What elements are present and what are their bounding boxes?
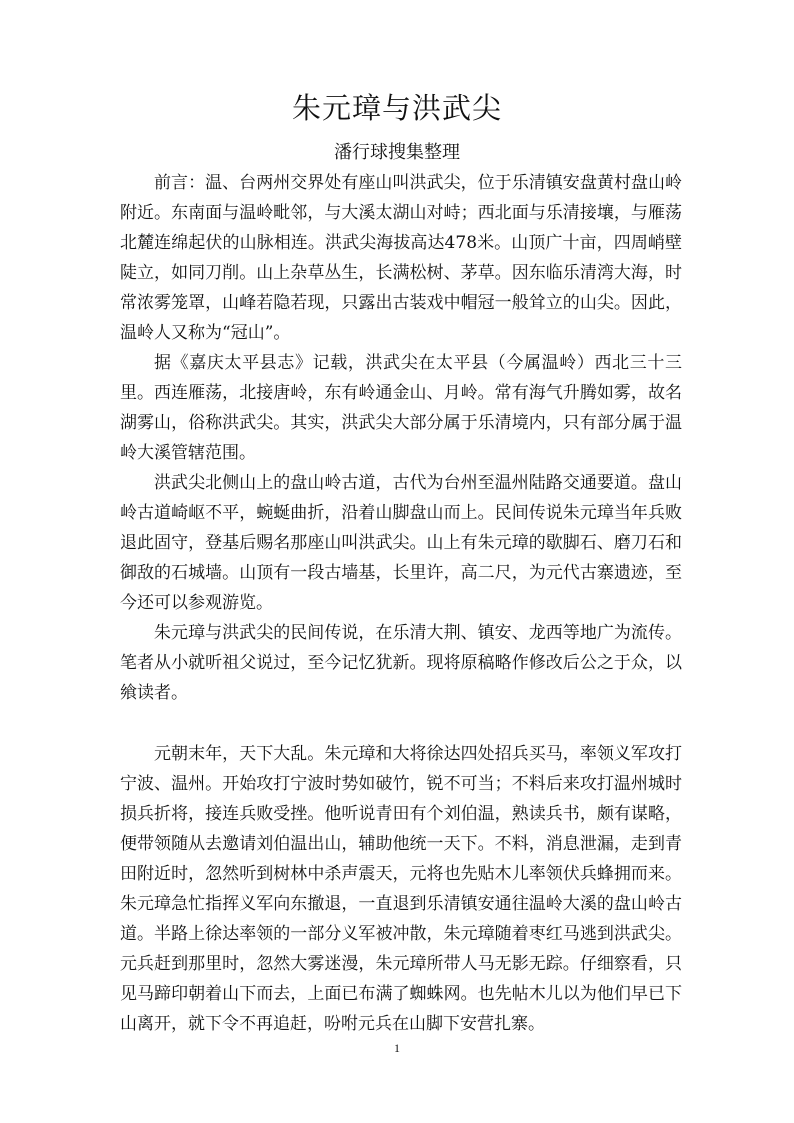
document-body [120,168,682,1039]
document-author: 潘行球搜集整理 [334,142,460,163]
page-number: 1 [394,1041,400,1055]
paragraph-county-record: 据《嘉庆太平县志》记载，洪武尖在太平县（今属温岭）西北三十三里。西连雁荡，北接唐岭，东有岭通金山、月岭。常有海气升腾如雾，故名湖雾山，俗称洪武尖。其实，洪武尖大部分属于乐清境内，只有部分属于温岭大溪管辖范围。 [120,353,682,463]
paragraph-folk-legend: 朱元璋与洪武尖的民间传说，在乐清大荆、镇安、龙西等地广为流传。笔者从小就听祖父说过，至今记忆犹新。现将原稿略作修改后公之于众，以飨读者。 [120,623,682,703]
document-title: 朱元璋与洪武尖 [291,91,502,125]
paragraph-preface: 前言：温、台两州交界处有座山叫洪武尖，位于乐清镇安盘黄村盘山岭附近。东南面与温岭毗邻，与大溪太湖山对峙；西北面与乐清接壤，与雁荡北麓连绵起伏的山脉相连。洪武尖海拔高达478米。山顶广十亩，四周峭壁陡立，如同刀削。山上杂草丛生，长满松树、茅草。因东临乐清湾大海，时常浓雾笼罩，山峰若隐若现，只露出古装戏中帽冠一般耸立的山尖。因此，温岭人又称为“冠山”。 [120,173,682,343]
paragraph-story-start: 元朝末年，天下大乱。朱元璋和大将徐达四处招兵买马，率领义军攻打宁波、温州。开始攻打宁波时势如破竹，锐不可当；不料后来攻打温州城时损兵折将，接连兵败受挫。他听说青田有个刘伯温，熟读兵书，颇有谋略，便带领随从去邀请刘伯温出山，辅助他统一天下。不料，消息泄漏，走到青田附近时，忽然听到树林中杀声震天，元将也先贴木儿率领伏兵蜂拥而来。朱元璋急忙指挥义军向东撤退，一直退到乐清镇安通往温岭大溪的盘山岭古道。半路上徐达率领的一部分义军被冲散，朱元璋随着枣红马逃到洪武尖。元兵赶到那里时，忽然大雾迷漫，朱元璋所带人马无影无踪。仔细察看，只见马蹄印朝着山下而去，上面已布满了蜘蛛网。也先帖木儿以为他们早已下山离开，就下令不再追赶，吩咐元兵在山脚下安营扎寨。 [120,744,682,1034]
paragraph-ancient-road: 洪武尖北侧山上的盘山岭古道，古代为台州至温州陆路交通要道。盘山岭古道崎岖不平，蜿蜒曲折，沿着山脚盘山而上。民间传说朱元璋当年兵败退此固守，登基后赐名那座山叫洪武尖。山上有朱元璋的歇脚石、磨刀石和御敌的石城墙。山顶有一段古墙基，长里许，高二尺，为元代古寨遗迹，至今还可以参观游览。 [120,473,682,613]
